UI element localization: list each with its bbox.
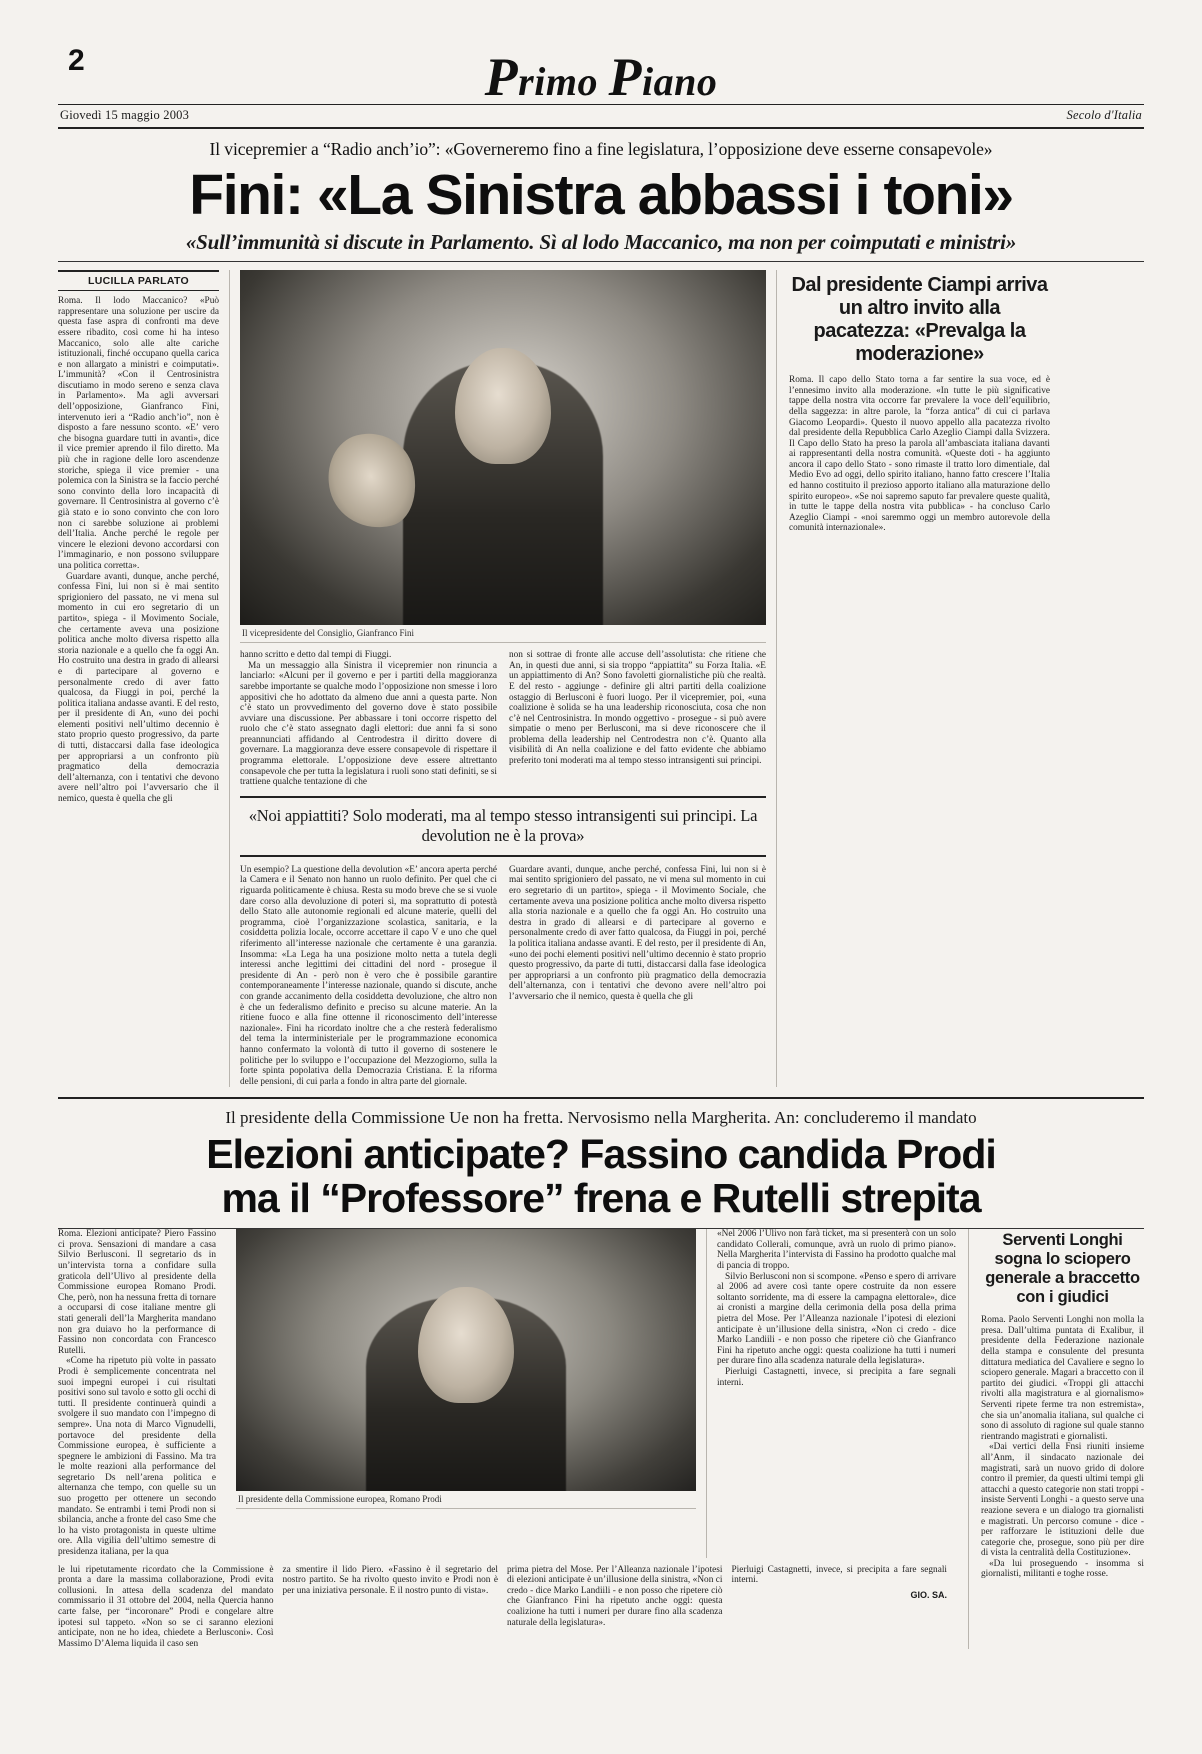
bottom-article-headline — [58, 1131, 1144, 1228]
top-article-subcolumn-lower-right — [509, 865, 766, 1087]
photo-caption: Il presidente della Commissione europea, Romano Prodi — [236, 1491, 696, 1509]
fini-photo — [240, 270, 766, 625]
masthead-title-word-2: iano — [641, 59, 718, 104]
masthead — [58, 38, 1144, 107]
photo-face-shape — [455, 348, 551, 464]
bottom-article-kicker: Il presidente della Commissione Ue non ha fretta. Nervosismo nella Margherita. An: concluderemo il mandato — [225, 1108, 977, 1128]
paper-name: Secolo d'Italia — [1066, 108, 1142, 122]
serventi-sidebar-paragraph: Roma. Paolo Serventi Longhi non molla la presa. Dall’ultima puntata di Exalibur, il presidente della Federazione nazionale della stampa e consulente del presunta dittatura mediatica del Cavaliere e segno lo sciopero generale. Magari a braccetto con il partito dei giudici. «Troppi gli attacchi rivolti alla magistratura e al giornalismo» Serventi ripete ferme tra non estremista», che sia un’anomalia italiana, sul qualche ci sono di assoluto di ragione sul quale stanno rientrando magistrati e giornalisti. — [981, 1315, 1144, 1442]
masthead-title-cap-2: P — [608, 47, 642, 107]
serventi-sidebar-paragraph: «Da lui proseguendo - insomma si giornalisti, militanti e toghe rosse. — [981, 1558, 1144, 1580]
masthead-title-cap-1: P — [484, 47, 519, 107]
bottom-article-paragraph: «Nel 2006 l’Ulivo non farà ticket, ma si presenterà con un solo candidato Collerali, comunque, avrà un ruolo di primo piano». Nella Margherita l’intervista di Fassino ha prodotto qualche mal di pancia di troppo. — [717, 1229, 956, 1271]
byline: LUCILLA PARLATO — [58, 270, 219, 291]
issue-date: Giovedì 15 maggio 2003 — [60, 108, 190, 122]
bottom-article-paragraph: prima pietra del Mose. Per l’Alleanza nazionale l’ipotesi di elezioni anticipate è un’illusione della sinistra, «Non ci credo - dice Marko Landiili - e non posso che ripetere ciò che Gianfranco Fini ha ripetuto anche oggi: questa coalizione ha tutti i numeri per durare fino alla scadenza naturale della legislatura». — [507, 1564, 723, 1628]
top-article-subcolumn-right — [509, 650, 766, 788]
bottom-article-paragraph: Silvio Berlusconi non si scompone. «Penso e spero di arrivare al 2006 ad avere così tante opere costruite da non essere soltanto sorridente, ma di essere la campagna elettorale», dice ai cronisti a margine della cerimonia della posa della prima pietra del Mose. Per l’Alleanza nazionale l’ipotesi di elezioni anticipate è un’illusione della sinistra, «Non ci credo - dice Marko Landiili - e non posso che ripetere ciò che Gianfranco Fini ha ripetuto anche oggi: questa coalizione ha tutti i numeri per durare fino alla scadenza naturale della legislatura». — [717, 1271, 956, 1367]
bottom-article-lower-columns — [58, 1565, 956, 1650]
top-article-grid — [58, 270, 1144, 1087]
top-article-subcolumns — [240, 650, 766, 788]
top-article-subcolumns-lower — [240, 865, 766, 1087]
serventi-sidebar-headline: Serventi Longhi sogna lo sciopero generale a braccetto con i giudici — [985, 1231, 1140, 1307]
bottom-article-paragraph: za smentire il lido Piero. «Fassino è il segretario del nostro partito. Se ha rivolto questo invito e Prodi non è per una iniziativa personale. E il nostro punto di vista». — [282, 1564, 498, 1596]
bottom-article-photo-column — [226, 1229, 706, 1557]
bottom-article-main — [58, 1229, 968, 1649]
top-article-subcolumn-lower-left — [240, 865, 497, 1087]
top-article-headline: Fini: «La Sinistra abbassi i toni» — [189, 163, 1013, 227]
top-article-paragraph: Ma un messaggio alla Sinistra il vicepremier non rinuncia a lanciarlo: «Alcuni per il governo e per i partiti della maggioranza sarebbe importante se qualche modo l’opposizione non smesse i loro appositivi che ho adottato da almeno due anni a questa parte. Non c’è stato un provvedimento del governo dove è stato possibile avviare una discussione. Per abbassare i toni occorre rispetto del ruolo che c’è stato assegnato dagli elettori: due anni fa si sono preannunciati affidando al Centrodestra il diritto dovere di governare. La maggioranza deve essere consapevole di rispettare il programma elettorale. L’opposizione deve essere altrettanto consapevole che per tutta la legislatura i ruoli sono stati definiti, se si trattiene qualche tentazione di che — [240, 660, 497, 788]
top-article-rule — [58, 261, 1144, 262]
top-article-paragraph: Guardare avanti, dunque, anche perché, confessa Fini, lui non si è mai sentito sprigioniero del passato, ne vi mena sul momento in cui ero segretario di un partito», spiega - il Movimento Sociale, che certamente aveva una posizione politica anche molto diversa rispetto alla storia nazionale e a quello che fa oggi An. Ho costruito una destra in grado di allearsi e di partecipare al governo e personalmente credo di aver fatto qualcosa, da Fiuggi in poi, perché la politica italiana andasse avanti. E del resto, per il presidente di An, «uno dei pochi elementi positivi nell’ultimo decennio è stato proprio questo progressivo, da parte di tutti, distaccarsi dalla fase ideologica per appropriarsi a un confronto più pragmatico della democrazia dell’alternanza, con i tentativi che devono avere nell’altro poi l’avversario che il nemico, questa è quella che gli — [58, 571, 219, 805]
top-article-paragraph: Un esempio? La questione della devolution «E’ ancora aperta perché la Camera e il Senato non hanno un ruolo definito. Per quel che ci riguarda politicamente è chiusa. Resta su modo breve che se si vuole dare corso alla devoluzione di poteri sì, ma soprattutto di potestà dello Stato alle autonomie regionali ed alcune materie, quelli del programma, cioè l’organizzazione scolastica, sanitaria, e la cosiddetta polizia locale, occorre accettare il capo V e uno che quel riferimento all’interesse nazionale che certamente è una garanzia. Insomma: «La Lega ha una posizione molto netta a tutela degli interessi anche legittimi dei cittadini del nord - prosegue il presidente di An - però non è vero che è possibile garantire contemporaneamente l’interesse nazionale, quando si discute, anche con grande accanimento della cosiddetta devoluzione, che altro non è che un federalismo definito e preciso su alcune materie. An la ritiene fuoco e alla fine ottenne il riconoscimento dell’interesse nazionale». Fini ha ricordato inoltre che a che resterà federalismo del tema la interministeriale per le programmazione economica hanno confermato la volontà di tutto il governo di sostenere le politiche per lo sviluppo e l’occupazione del Mezzogiorno, sulla la forte spinta popolativa della Democrazia Cristiana. E la riforma delle pensioni, di cui parla a fondo in altra parte del giornale. — [240, 864, 497, 1087]
page-number: 2 — [68, 44, 85, 77]
top-article-column-1 — [58, 270, 230, 1087]
top-article-paragraph: hanno scritto e detto dal tempi di Fiuggi. — [240, 650, 392, 661]
top-article-subhead: «Sull’immunità si discute in Parlamento. Sì al lodo Maccanico, ma non per coimputati e ministri» — [185, 230, 1017, 255]
bottom-article-paragraph: Pierluigi Castagnetti, invece, si precipita a fare segnali interni. — [717, 1366, 956, 1388]
top-article-paragraph: non si sottrae di fronte alle accuse dell’assolutista: che ritiene che An, in questi due anni, si sia troppo “appiattita” su Forza Italia. «E un appiattimento di An? Sono favoletti giornalistiche più che realtà. E del resto - aggiunge - definire gli altri partiti della coalizione ostaggio di Berlusconi è fuori luogo. Per il vicepremier, poi, «una coalizione è solida se ha una leadership riconosciuta, cosa che non c’è nel Centrosinistra. In mondo oggettivo - prosegue - si può avere simpatie o meno per Berlusconi, ma si deve riconoscere che il problema della leadership nel Centrodestra non c’è. Quanto alla visibilità di An nella coalizione e del fatto evidente che abbiamo preferito toni moderati ma al tempo stesso intransigenti sui principi. — [509, 650, 766, 767]
serventi-sidebar — [968, 1229, 1144, 1649]
ciampi-sidebar-headline: Dal presidente Ciampi arriva un altro invito alla pacatezza: «Prevalga la moderazione» — [791, 274, 1048, 366]
top-article-kicker: Il vicepremier a “Radio anch’io”: «Governeremo fino a fine legislatura, l’opposizione deve esserne consapevole» — [209, 139, 993, 159]
bottom-article-column-3 — [706, 1229, 956, 1557]
masthead-title-word-1: rimo — [518, 59, 598, 104]
top-article-paragraph: Roma. Il lodo Maccanico? «Può rappresentare una soluzione per uscire da questa fase aspra di confronti ma deve essere ribadito, così come hi ha inteso Maccanico, solo alle alte cariche istituzionali, finché occupano quella carica e non allargato a ministri e coimputati». L’immunità? «Con il Centrosinistra discutiamo in modo sereno e senza clava in Parlamento». Ma agli avversari dell’opposizione, Gianfranco Fini, intervenuto ieri a “Radio anch’io”, non è disposto a fare nessuno sconto. «E’ vero che bisogna guardare tutti in avanti», dice il vice premier aprendo il filo diretto. Ma più che in ragione delle loro ascendenze storiche, spiega il vice premier - una polemica con la Sinistra se la faccio perché sono convinto della loro incapacità di governare. Il Centrosinistra al governo c’è già stato e io sono convinto che con loro non ci sarebbe soluzione ai problemi dell’Italia. Anche perché le regole per vincere le elezioni devono accordarsi con l’immaginario, e non possono sviluppare una politica corretta». — [58, 296, 219, 571]
bottom-article-headline-line-2: ma il “Professore” frena e Rutelli strepita — [221, 1174, 981, 1221]
ciampi-sidebar-paragraph: Roma. Il capo dello Stato torna a far sentire la sua voce, ed è l’ennesimo invito alla moderazione. «In tutte le più significative tappe della nostra vita occorre far prevalere la voce dell’equilibrio, della saggezza: in altre parole, la “forza antica” di cui ci parlava Giacomo Leopardi». Questo il nuovo appello alla pacatezza rivolto dal presidente della Repubblica Carlo Azeglio Ciampi dalla Svizzera. Il Capo dello Stato ha preso la parola all’ambasciata italiana davanti ai rappresentanti della nostra comunità. «Queste doti - ha aggiunto ancora il capo dello Stato - sono rimaste il tratto loro dimentiale, dal Medio Evo ad oggi, dello spirito italiano, hanno fatto crescere l’Italia ed hanno costituito il prezioso apporto italiano alla maturazione dello spirito europeo». «Se noi sapremo saputo far prevalere queste qualità, in tutte le tappe della nostra vita pubblica» - ha concluso Carlo Azeglio Ciampi - «noi saremmo oggi un membro autorevole della comunità internazionale». — [789, 375, 1050, 534]
bottom-article-paragraph: Roma. Elezioni anticipate? Piero Fassino ci prova. Sensazioni di mandare a casa Silvio Berlusconi. Il segretario ds in un’intervista torna a confidare sulla graticola dell’Ulivo al presidente della Commissione europea Romano Prodi. Che, però, non ha nessuna fretta di tornare a occuparsi di cose italiane mentre gli stati generali dell’la Margherita mandano non gra duiavo ho la performance di Fassino non concordata con Francesco Rutelli. — [58, 1229, 216, 1356]
ciampi-sidebar — [776, 270, 1050, 1087]
bottom-article-headline-line-1: Elezioni anticipate? Fassino candida Prodi — [206, 1131, 996, 1178]
photo-caption: Il vicepresidente del Consiglio, Gianfranco Fini — [240, 625, 766, 643]
bottom-article-column-1 — [58, 1229, 226, 1557]
top-article-subcolumn-left — [240, 650, 497, 788]
photo-face-shape — [418, 1287, 514, 1403]
masthead-title — [58, 38, 1144, 108]
top-article-photo-column — [230, 270, 776, 1087]
bottom-article-paragraph: le lui ripetutamente ricordato che la Commissione è pronta a dare la massima collaborazione, Prodi evita collusioni. In attesa della scadenza del mandato commissario il 31 ottobre del 2004, nella Quercia hanno carte false, per “incoronare” Prodi e congelare altre ipotesi sul tappeto. «Non so se ci saranno elezioni anticipate, non ne ho idea, chiedete a Berlusconi». Così Massimo D’Alema liquida il caso sen — [58, 1564, 274, 1649]
bottom-article-lower-column — [283, 1565, 508, 1650]
bottom-article-lower-column — [58, 1565, 283, 1650]
top-article-paragraph: Guardare avanti, dunque, anche perché, confessa Fini, lui non si è mai sentito sprigioniero del passato, ne vi mena sul momento in cui ero segretario di un partito», spiega - il Movimento Sociale, che certamente aveva una posizione politica anche molto diversa rispetto alla storia nazionale e a quello che fa oggi An. Ho costruito una destra in grado di allearsi e di partecipare al governo e personalmente credo di aver fatto qualcosa, da Fiuggi in poi, perché la politica italiana andasse avanti. E del resto, per il presidente di An, «uno dei pochi elementi positivi nell’ultimo decennio è stato proprio questo progressivo, da parte di tutti, distaccarsi dalla fase ideologica per appropriarsi a un confronto più pragmatico della democrazia dell’alternanza, con i tentativi che devono avere nell’altro poi l’avversario che il nemico, questa è quella che gli — [509, 864, 766, 1002]
masthead-info-row — [58, 105, 1144, 127]
bottom-article-wrap — [58, 1229, 1144, 1649]
prodi-photo — [236, 1229, 696, 1491]
bottom-article-paragraph: «Come ha ripetuto più volte in passato Prodi è semplicemente concentrata nel suoi impegni europei i cui risultati positivi sono sul tavolo e sotto gli occhi di tutti. Il presidente continuerà quindi a svolgere il suo mandato con l’impegno di sempre». Una nota di Marco Vignudelli, portavoce del presidente della Commissione europea, è sufficiente a spegnere le ambizioni di Fassino. Ma tra le molte reazioni alla performance del segretario Ds nell’arena politica e alternanza che tempo, con quelle su un suo progetto per ottenere un secondo mandato. Se entrambi i temi Prodi non si sbilancia, anche a fronte del caso Sme che lo ha visto protagonista in queste ultime ore. Alla vigilia dell’ultimo semestre di presidenza italiana, per la qua — [58, 1356, 216, 1558]
serventi-sidebar-paragraph: «Dai vertici della Fnsi riuniti insieme all’Anm, il sindacato nazionale dei magistrati, sarà un nuovo grido di dolore contro il premier, da questi ultimi tempi gli attacchi a questo categorie non stati troppi - insiste Serventi Longhi - a questo serve una reazione severa e un dialogo tra giornalisti e magistrati. Un percorso comune - dice - per rafforzare le istituzioni delle due categorie che, prosegue, sono più per dire di vista la centralità della Costituzione». — [981, 1442, 1144, 1559]
bottom-article-paragraph: Pierluigi Castagnetti, invece, si precipita a fare segnali interni. — [731, 1564, 947, 1586]
bottom-article-lower-column — [507, 1565, 732, 1650]
bottom-article-lower-column — [732, 1565, 957, 1650]
bottom-article-grid — [58, 1229, 956, 1557]
pullquote: «Noi appiattiti? Solo moderati, ma al tempo stesso intransigenti sui principi. La devolution ne è la prova» — [240, 796, 766, 857]
article-signature: GIO. SA. — [910, 1589, 947, 1600]
